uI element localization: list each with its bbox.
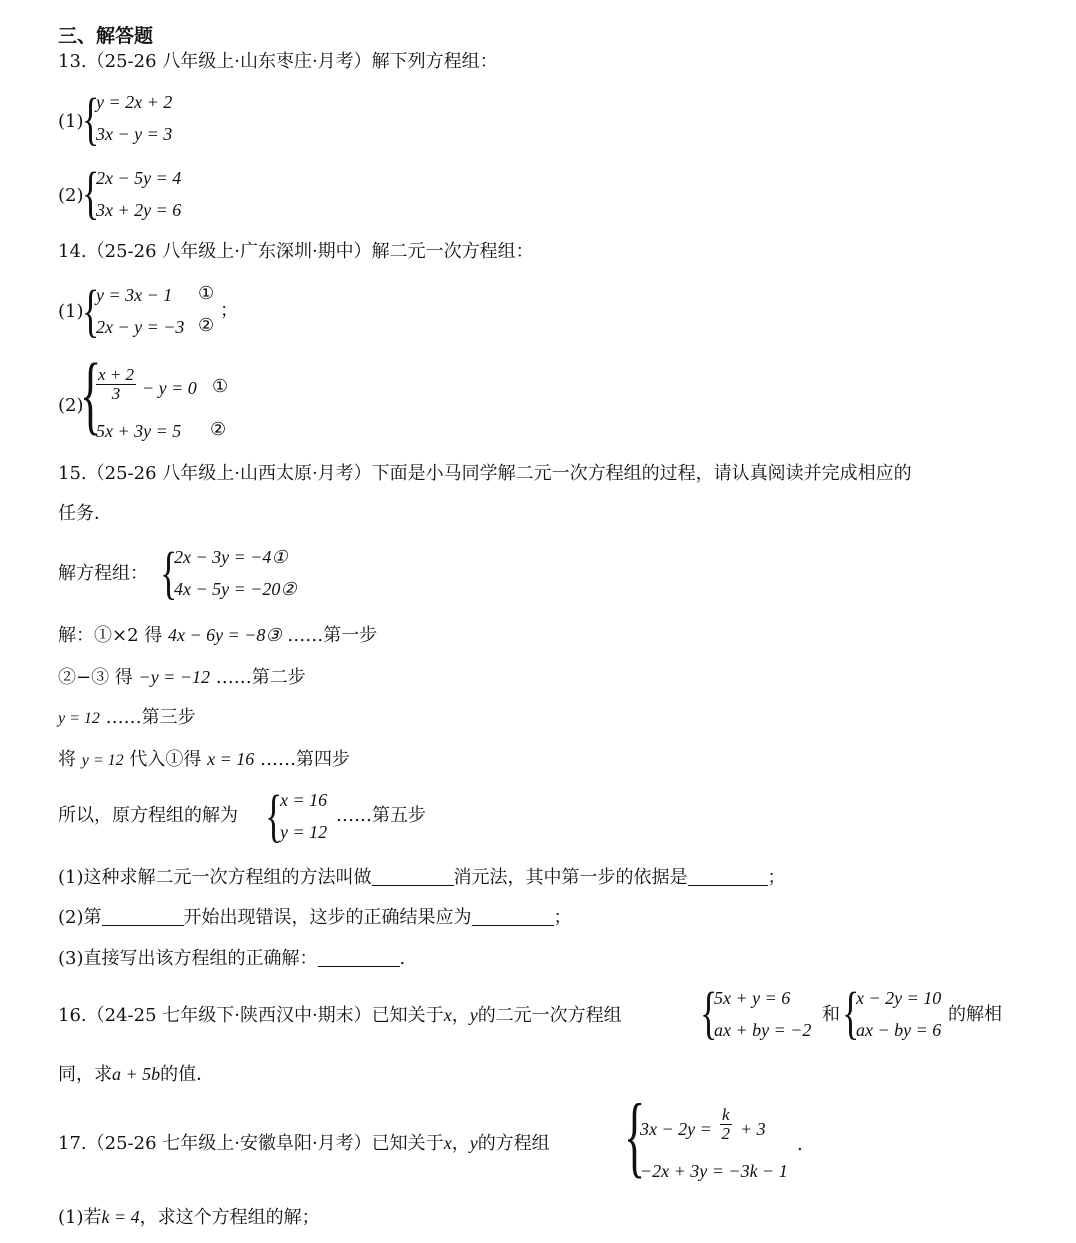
q16-sys2-eq1: x − 2y = 10: [856, 988, 942, 1008]
q15-step3-a: y = 12: [58, 710, 100, 727]
q15-task3-blank[interactable]: [318, 948, 400, 967]
q17-var-y: y: [469, 1133, 478, 1153]
q13-p1-brace: {: [82, 85, 100, 151]
q15-task1-b: 消元法，其中第一步的依据是: [453, 867, 688, 888]
q13-stem: 13.（25-26 八年级上·山东枣庄·月考）解下列方程组：: [58, 51, 498, 72]
q17-frac-den: 2: [721, 1123, 731, 1143]
q14-p1-eq1: y = 3x − 1: [96, 285, 173, 305]
q15-step3: [58, 709, 196, 727]
q17-task1-a: (1)若: [58, 1207, 102, 1228]
q15-step2: [58, 668, 306, 687]
q15-stem-line2: 任务．: [58, 503, 112, 524]
q16-var-x: x: [443, 1005, 452, 1025]
q16-sys2-brace: {: [842, 979, 860, 1045]
q14-p1-eq2: 2x − y = −3: [96, 317, 185, 337]
q16-stem-b: 的二元一次方程组: [477, 1005, 622, 1026]
q14-p2-frac-den: 3: [111, 383, 121, 403]
q15-task1-blank1[interactable]: [372, 867, 454, 886]
q14-p2-mark2: ②: [210, 419, 227, 440]
q17-task1-b: ，求这个方程组的解；: [139, 1207, 320, 1228]
q17-comma: ，: [451, 1133, 470, 1154]
q15-sys-eq2: 4x − 5y = −20②: [174, 579, 297, 599]
q14-p2-frac: [96, 366, 136, 403]
q16-var-y: y: [469, 1005, 478, 1025]
q15-task3: [58, 948, 405, 968]
q16-comma: ，: [451, 1005, 470, 1026]
q16-line2-a: 同，求: [58, 1064, 112, 1085]
q15-step5-eq1: x = 16: [280, 790, 328, 810]
q15-system-brace: {: [160, 539, 178, 605]
q17-var-x: x: [443, 1133, 452, 1153]
q16-sys1-eq2: ax + by = −2: [714, 1020, 812, 1040]
q17-line1: [58, 1134, 550, 1153]
q15-task3-b: .: [399, 948, 406, 969]
q16-sys1-brace: {: [700, 979, 718, 1045]
q14-p1-end: ；: [220, 300, 238, 321]
q13-p2-eq1: 2x − 5y = 4: [96, 168, 182, 188]
q17-end: .: [797, 1134, 803, 1155]
q14-p2-frac-num: x + 2: [98, 365, 135, 384]
q14-p1-label: (1): [58, 301, 84, 322]
q15-step3-b: ……第三步: [105, 707, 196, 728]
q13-p2-brace: {: [82, 159, 100, 225]
q16-line2-b: 的值．: [160, 1064, 215, 1085]
q15-task2-a: (2)第: [58, 907, 102, 928]
q15-task1-a: (1)这种求解二元一次方程组的方法叫做: [58, 867, 372, 888]
q17-task1: [58, 1208, 320, 1227]
q14-p1-brace: {: [82, 277, 100, 343]
q17-frac-num: k: [722, 1105, 730, 1124]
q17-eq1-b: + 3: [740, 1119, 766, 1139]
q15-step4-b: y = 12: [81, 752, 124, 769]
q14-p2-brace: {: [80, 346, 102, 444]
q14-p1-mark1: ①: [198, 283, 215, 304]
q14-p2-eq2: 5x + 3y = 5: [96, 421, 182, 441]
q15-step2-c: ……第二步: [215, 667, 306, 688]
q17-brace: {: [624, 1087, 646, 1188]
q15-task3-a: (3)直接写出该方程组的正确解：: [58, 948, 318, 969]
q14-stem: 14.（25-26 八年级上·广东深圳·期中）解二元一次方程组：: [58, 241, 534, 262]
q14-p2-mark1: ①: [212, 376, 229, 397]
q15-task2-blank2[interactable]: [472, 907, 554, 926]
q15-step5-brace: {: [265, 782, 283, 848]
q16-stem-a: 16.（24-25 七年级下·陕西汉中·期末）已知关于: [58, 1005, 444, 1026]
q15-sys-eq1: 2x − 3y = −4①: [174, 547, 288, 567]
q15-step1-b: 4x − 6y = −8③: [168, 625, 282, 645]
q15-step5-end: ……第五步: [336, 805, 426, 826]
q17-task1-expr: k = 4: [101, 1207, 140, 1227]
q16-and: 和: [822, 1004, 840, 1025]
q15-step1-c: ……第一步: [287, 625, 378, 646]
q17-eq2: −2x + 3y = −3k − 1: [640, 1161, 788, 1181]
q16-line2-expr: a + 5b: [112, 1064, 161, 1084]
q15-step4-c: 代入①得: [129, 749, 202, 770]
q16-stem-c: 的解相: [948, 1004, 1002, 1025]
q15-step4-d: x = 16: [207, 749, 255, 769]
q16-sys1-eq1: 5x + y = 6: [714, 988, 791, 1008]
q15-step2-b: −y = −12: [138, 667, 210, 687]
q13-p2-label: (2): [58, 185, 84, 206]
q17-stem-a: 17.（25-26 七年级上·安徽阜阳·月考）已知关于: [58, 1133, 444, 1154]
q14-p1-mark2: ②: [198, 315, 215, 336]
q17-frac: [720, 1106, 732, 1143]
q13-p1-label: (1): [58, 111, 84, 132]
q15-task2-blank1[interactable]: [102, 907, 184, 926]
q15-task1-c: ；: [767, 867, 786, 888]
q15-step4-e: ……第四步: [259, 749, 350, 770]
q15-task1: [58, 867, 786, 887]
q15-step5-label: 所以，原方程组的解为: [58, 805, 238, 826]
q15-task2: [58, 907, 572, 927]
q14-p2-eq1-rest: − y = 0: [142, 378, 197, 398]
q15-step1-a: 解：①×2 得: [58, 625, 163, 646]
q15-system-label: 解方程组：: [58, 563, 148, 584]
q15-task2-b: 开始出现错误，这步的正确结果应为: [183, 907, 472, 928]
q15-step5-eq2: y = 12: [280, 822, 328, 842]
q17-eq1-a: 3x − 2y =: [640, 1119, 712, 1139]
q16-sys2-eq2: ax − by = 6: [856, 1020, 942, 1040]
q15-task2-c: ；: [553, 907, 572, 928]
q13-p2-eq2: 3x + 2y = 6: [96, 200, 182, 220]
q15-stem-line1: 15.（25-26 八年级上·山西太原·月考）下面是小马同学解二元一次方程组的过程，请认真阅读并完成相应的: [58, 463, 912, 484]
q15-step2-a: ②−③ 得: [58, 667, 133, 688]
q14-p2-label: (2): [58, 395, 84, 416]
q17-stem-b: 的方程组: [477, 1133, 550, 1154]
q16-line2: [58, 1065, 214, 1084]
q13-p1-eq1: y = 2x + 2: [96, 92, 173, 112]
q13-p1-eq2: 3x − y = 3: [96, 124, 173, 144]
q15-step4-a: 将: [58, 749, 76, 770]
section-title: 三、解答题: [58, 25, 154, 47]
q15-step1: [58, 626, 377, 645]
q15-step4: [58, 750, 350, 769]
q15-task1-blank2[interactable]: [688, 867, 768, 886]
q16-line1: [58, 1006, 622, 1025]
